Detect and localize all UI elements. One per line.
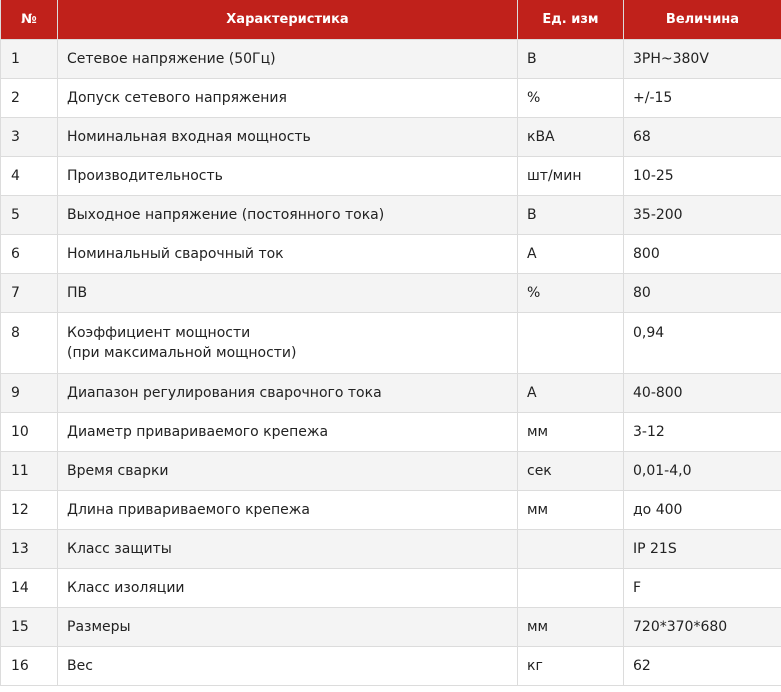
row-characteristic bbox=[58, 157, 518, 196]
characteristic-text: Размеры bbox=[67, 619, 131, 635]
row-value: +/-15 bbox=[624, 79, 781, 118]
characteristic-text: Длина привариваемого крепежа bbox=[67, 502, 310, 518]
row-unit bbox=[518, 530, 624, 569]
row-number: 3 bbox=[1, 118, 58, 157]
table-row bbox=[1, 274, 781, 313]
table-row bbox=[1, 157, 781, 196]
row-value: 62 bbox=[624, 647, 781, 686]
row-value: 0,01-4,0 bbox=[624, 452, 781, 491]
row-characteristic bbox=[58, 452, 518, 491]
row-value: 720*370*680 bbox=[624, 608, 781, 647]
row-characteristic bbox=[58, 235, 518, 274]
table-row bbox=[1, 452, 781, 491]
row-unit bbox=[518, 569, 624, 608]
table-row bbox=[1, 196, 781, 235]
row-characteristic bbox=[58, 413, 518, 452]
row-unit: мм bbox=[518, 413, 624, 452]
header-unit: Ед. изм bbox=[518, 0, 624, 40]
row-characteristic bbox=[58, 530, 518, 569]
row-characteristic bbox=[58, 196, 518, 235]
characteristic-text: Сетевое напряжение (50Гц) bbox=[67, 51, 276, 67]
row-number: 15 bbox=[1, 608, 58, 647]
row-value: 10-25 bbox=[624, 157, 781, 196]
table-row bbox=[1, 374, 781, 413]
table-row bbox=[1, 608, 781, 647]
row-number: 12 bbox=[1, 491, 58, 530]
table-row bbox=[1, 647, 781, 686]
row-characteristic bbox=[58, 313, 518, 374]
row-value: 35-200 bbox=[624, 196, 781, 235]
row-characteristic bbox=[58, 79, 518, 118]
row-characteristic bbox=[58, 374, 518, 413]
row-value: 80 bbox=[624, 274, 781, 313]
row-value: 68 bbox=[624, 118, 781, 157]
table-row bbox=[1, 413, 781, 452]
row-number: 7 bbox=[1, 274, 58, 313]
row-value: 800 bbox=[624, 235, 781, 274]
characteristic-text: Диапазон регулирования сварочного тока bbox=[67, 385, 382, 401]
row-number: 14 bbox=[1, 569, 58, 608]
header-value: Величина bbox=[624, 0, 781, 40]
row-unit: мм bbox=[518, 491, 624, 530]
row-number: 4 bbox=[1, 157, 58, 196]
header-number: № bbox=[1, 0, 58, 40]
table-header bbox=[1, 0, 781, 40]
row-characteristic bbox=[58, 118, 518, 157]
characteristic-text: Время сварки bbox=[67, 463, 169, 479]
characteristic-text: ПВ bbox=[67, 285, 88, 301]
characteristic-text: Допуск сетевого напряжения bbox=[67, 90, 287, 106]
row-value: 3PH~380V bbox=[624, 40, 781, 79]
row-unit: % bbox=[518, 274, 624, 313]
characteristic-text: Номинальный сварочный ток bbox=[67, 246, 284, 262]
row-unit: мм bbox=[518, 608, 624, 647]
row-number: 9 bbox=[1, 374, 58, 413]
row-characteristic bbox=[58, 647, 518, 686]
row-characteristic bbox=[58, 274, 518, 313]
row-characteristic bbox=[58, 569, 518, 608]
row-characteristic bbox=[58, 491, 518, 530]
row-unit: кг bbox=[518, 647, 624, 686]
row-number: 5 bbox=[1, 196, 58, 235]
table-row bbox=[1, 40, 781, 79]
table-row bbox=[1, 530, 781, 569]
row-number: 13 bbox=[1, 530, 58, 569]
row-number: 6 bbox=[1, 235, 58, 274]
row-characteristic bbox=[58, 40, 518, 79]
row-unit: сек bbox=[518, 452, 624, 491]
table-row bbox=[1, 313, 781, 374]
row-unit: % bbox=[518, 79, 624, 118]
table-row bbox=[1, 118, 781, 157]
row-value: IP 21S bbox=[624, 530, 781, 569]
characteristic-text: (при максимальной мощности) bbox=[67, 345, 297, 361]
table-row bbox=[1, 569, 781, 608]
row-characteristic bbox=[58, 608, 518, 647]
row-unit: А bbox=[518, 374, 624, 413]
row-unit bbox=[518, 313, 624, 374]
row-value: до 400 bbox=[624, 491, 781, 530]
row-number: 11 bbox=[1, 452, 58, 491]
table-row bbox=[1, 491, 781, 530]
characteristic-text: Выходное напряжение (постоянного тока) bbox=[67, 207, 385, 223]
row-unit: кВА bbox=[518, 118, 624, 157]
row-unit: шт/мин bbox=[518, 157, 624, 196]
characteristic-text: Производительность bbox=[67, 168, 223, 184]
row-value: 0,94 bbox=[624, 313, 781, 374]
header-row bbox=[1, 0, 781, 40]
row-value: 3-12 bbox=[624, 413, 781, 452]
characteristic-text: Класс изоляции bbox=[67, 580, 185, 596]
table-row bbox=[1, 79, 781, 118]
characteristic-text: Диаметр привариваемого крепежа bbox=[67, 424, 329, 440]
table-row bbox=[1, 235, 781, 274]
row-number: 16 bbox=[1, 647, 58, 686]
row-number: 10 bbox=[1, 413, 58, 452]
characteristic-text: Класс защиты bbox=[67, 541, 172, 557]
row-unit: В bbox=[518, 40, 624, 79]
row-value: F bbox=[624, 569, 781, 608]
header-characteristic: Характеристика bbox=[58, 0, 518, 40]
row-number: 8 bbox=[1, 313, 58, 374]
characteristic-text: Номинальная входная мощность bbox=[67, 129, 311, 145]
row-unit: В bbox=[518, 196, 624, 235]
characteristic-text: Коэффициент мощности bbox=[67, 325, 251, 341]
row-number: 1 bbox=[1, 40, 58, 79]
table-body bbox=[1, 40, 781, 686]
characteristic-text: Вес bbox=[67, 658, 93, 674]
row-unit: А bbox=[518, 235, 624, 274]
row-number: 2 bbox=[1, 79, 58, 118]
row-value: 40-800 bbox=[624, 374, 781, 413]
